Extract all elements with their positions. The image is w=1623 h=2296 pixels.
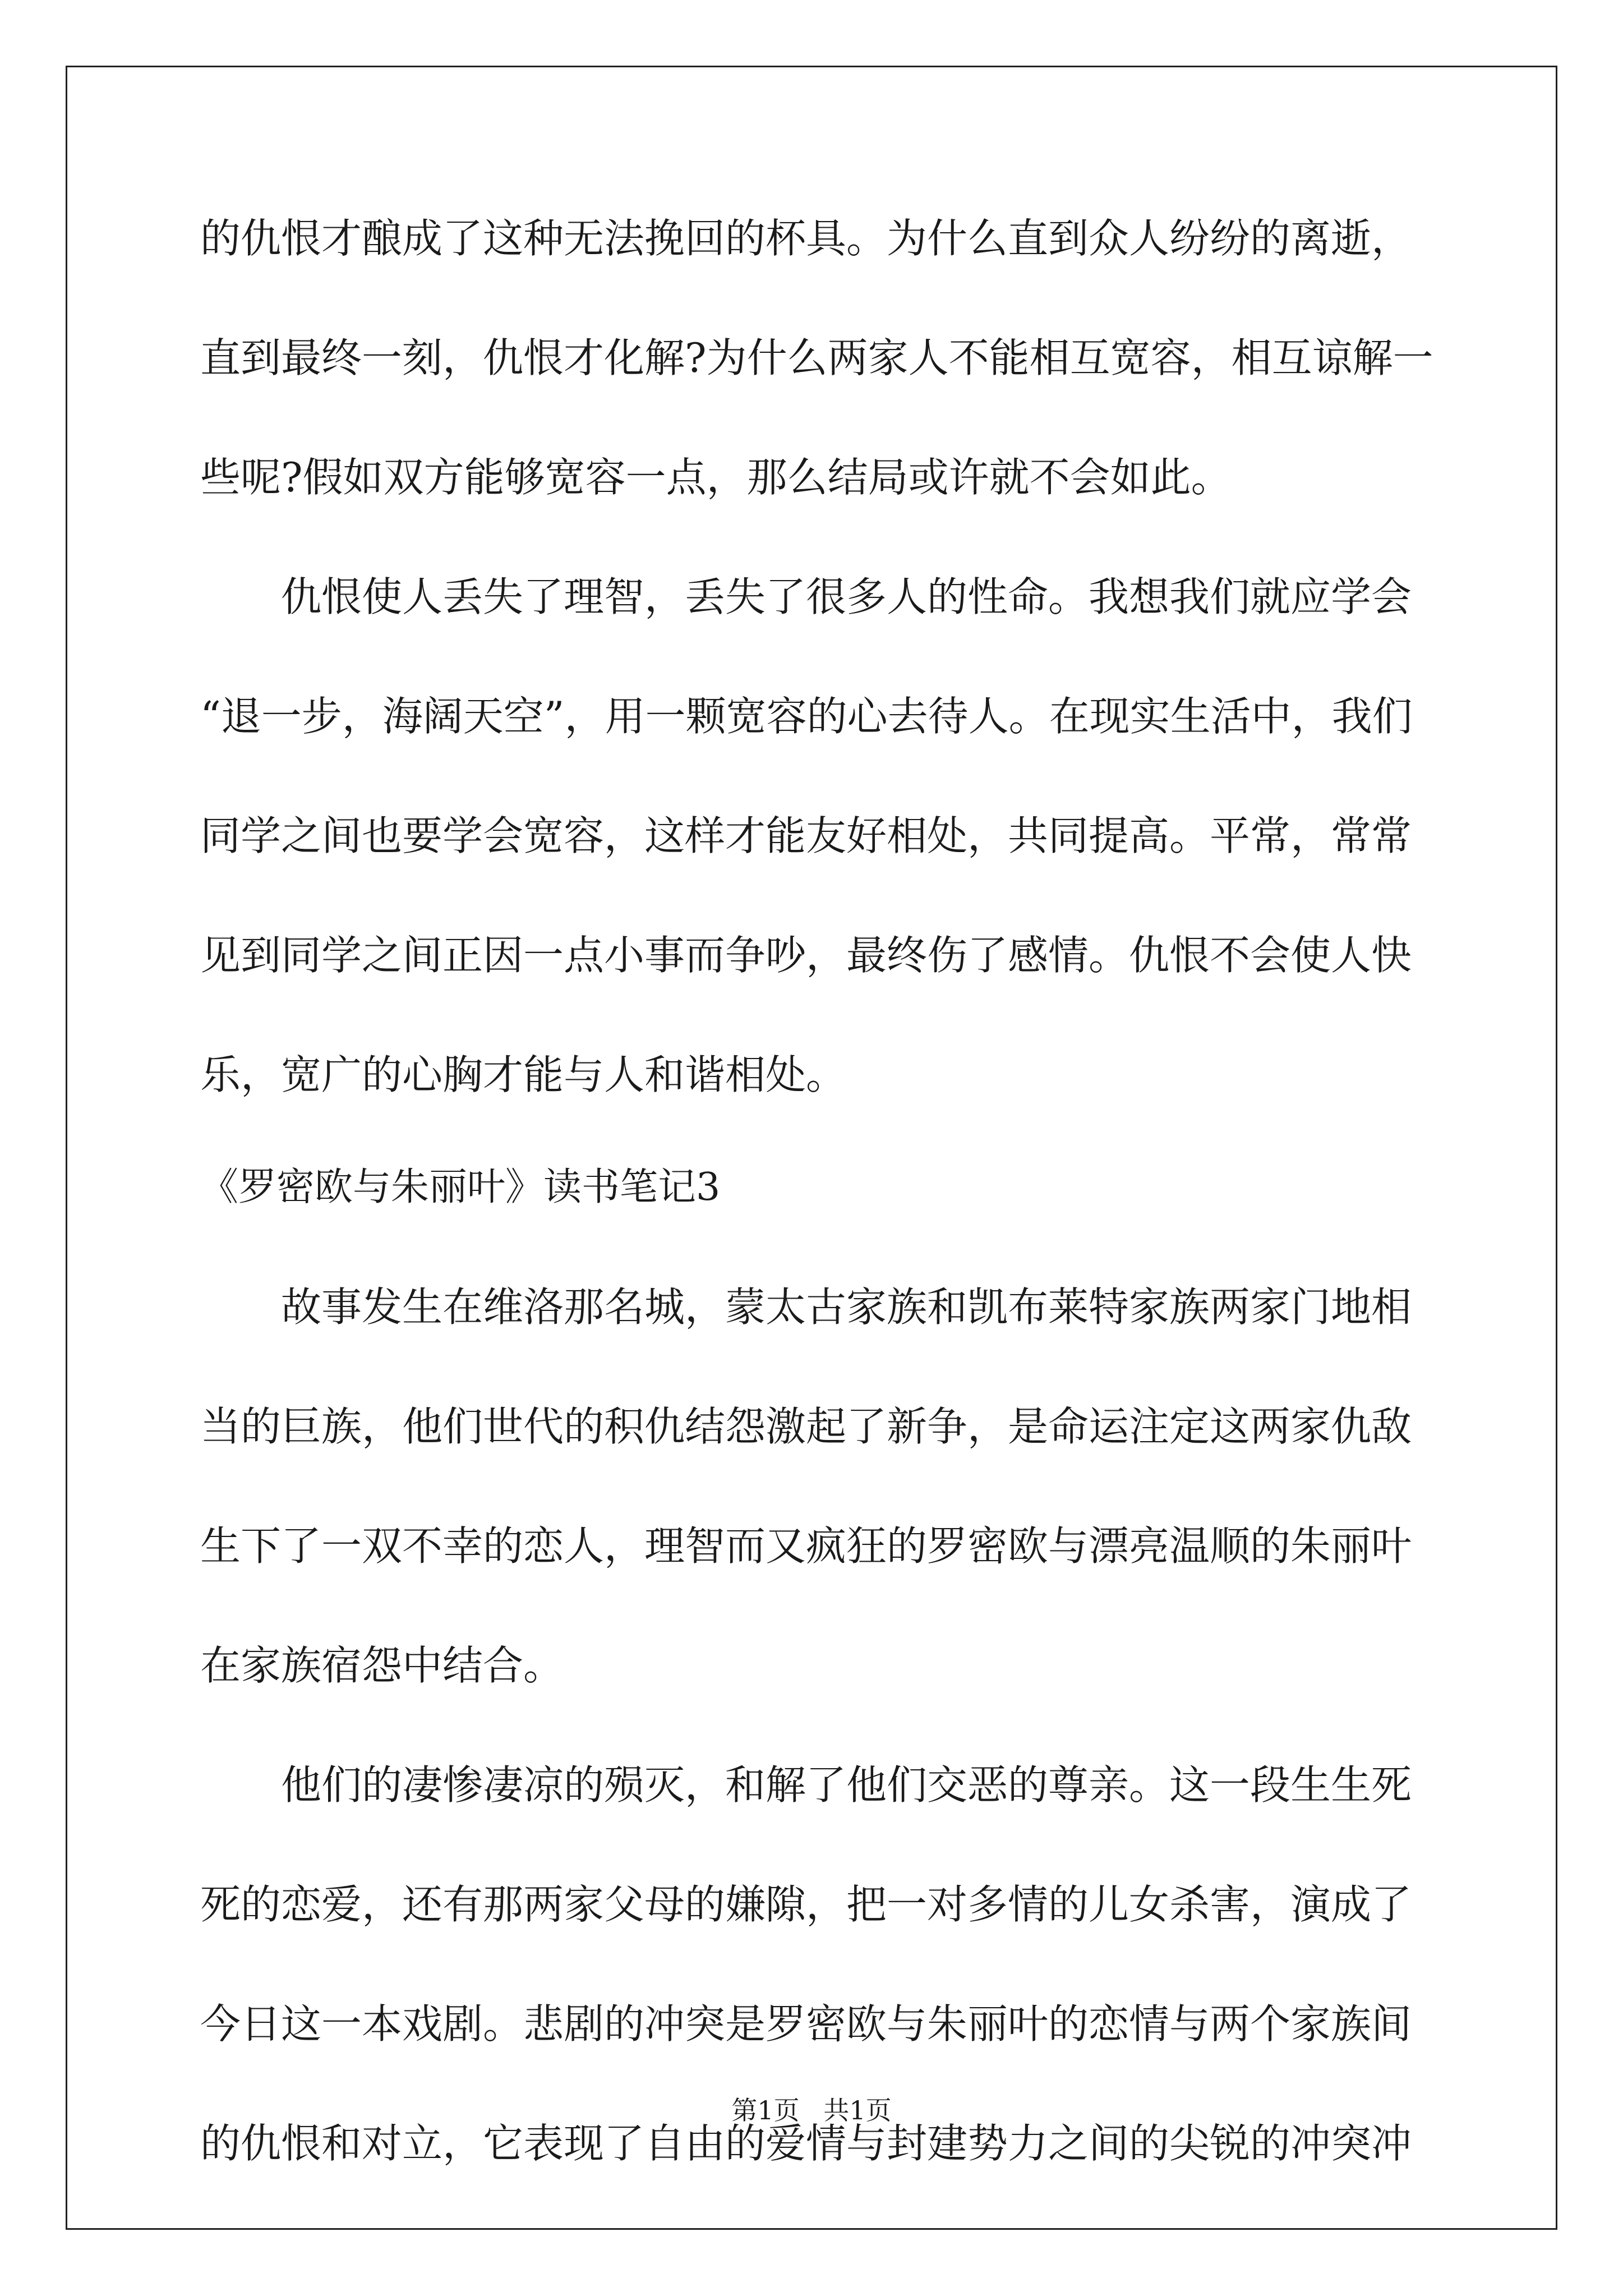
text-line: 的仇恨才酿成了这种无法挽回的杯具。为什么直到众人纷纷的离逝， xyxy=(200,215,1412,262)
text-line: 他们的凄惨凄凉的殒灭，和解了他们交恶的尊亲。这一段生生死 xyxy=(200,1761,1412,1809)
text-line: “退一步，海阔天空”，用一颗宽容的心去待人。在现实生活中，我们 xyxy=(200,693,1413,740)
text-line: 当的巨族，他们世代的积仇结怨激起了新争，是命运注定这两家仇敌 xyxy=(200,1403,1412,1450)
page-footer xyxy=(0,2093,1623,2127)
text-line: 在家族宿怨中结合。 xyxy=(200,1642,564,1689)
text-line: 乐，宽广的心胸才能与人和谐相处。 xyxy=(200,1051,847,1098)
section-title: 《罗密欧与朱丽叶》读书笔记3 xyxy=(200,1165,721,1209)
text-line: 同学之间也要学会宽容，这样才能友好相处，共同提高。平常，常常 xyxy=(200,812,1412,859)
text-line: 的仇恨和对立，它表现了自由的爱情与封建势力之间的尖锐的冲突冲 xyxy=(200,2120,1412,2167)
page-number: 第1页 xyxy=(731,2095,800,2125)
text-line: 直到最终一刻，仇恨才化解?为什么两家人不能相互宽容，相互谅解一 xyxy=(200,334,1433,381)
text-line: 今日这一本戏剧。悲剧的冲突是罗密欧与朱丽叶的恋情与两个家族间 xyxy=(200,2000,1412,2047)
text-line: 故事发生在维洛那名城，蒙太古家族和凯布莱特家族两家门地相 xyxy=(200,1283,1412,1331)
text-line: 见到同学之间正因一点小事而争吵，最终伤了感情。仇恨不会使人快 xyxy=(200,932,1412,979)
text-line: 些呢?假如双方能够宽容一点，那么结局或许就不会如此。 xyxy=(200,454,1232,501)
text-line: 死的恋爱，还有那两家父母的嫌隙，把一对多情的儿女杀害，演成了 xyxy=(200,1881,1412,1928)
page-total: 共1页 xyxy=(823,2095,892,2125)
text-line: 生下了一双不幸的恋人，理智而又疯狂的罗密欧与漂亮温顺的朱丽叶 xyxy=(200,1522,1412,1570)
text-line: 仇恨使人丢失了理智，丢失了很多人的性命。我想我们就应学会 xyxy=(200,573,1412,620)
